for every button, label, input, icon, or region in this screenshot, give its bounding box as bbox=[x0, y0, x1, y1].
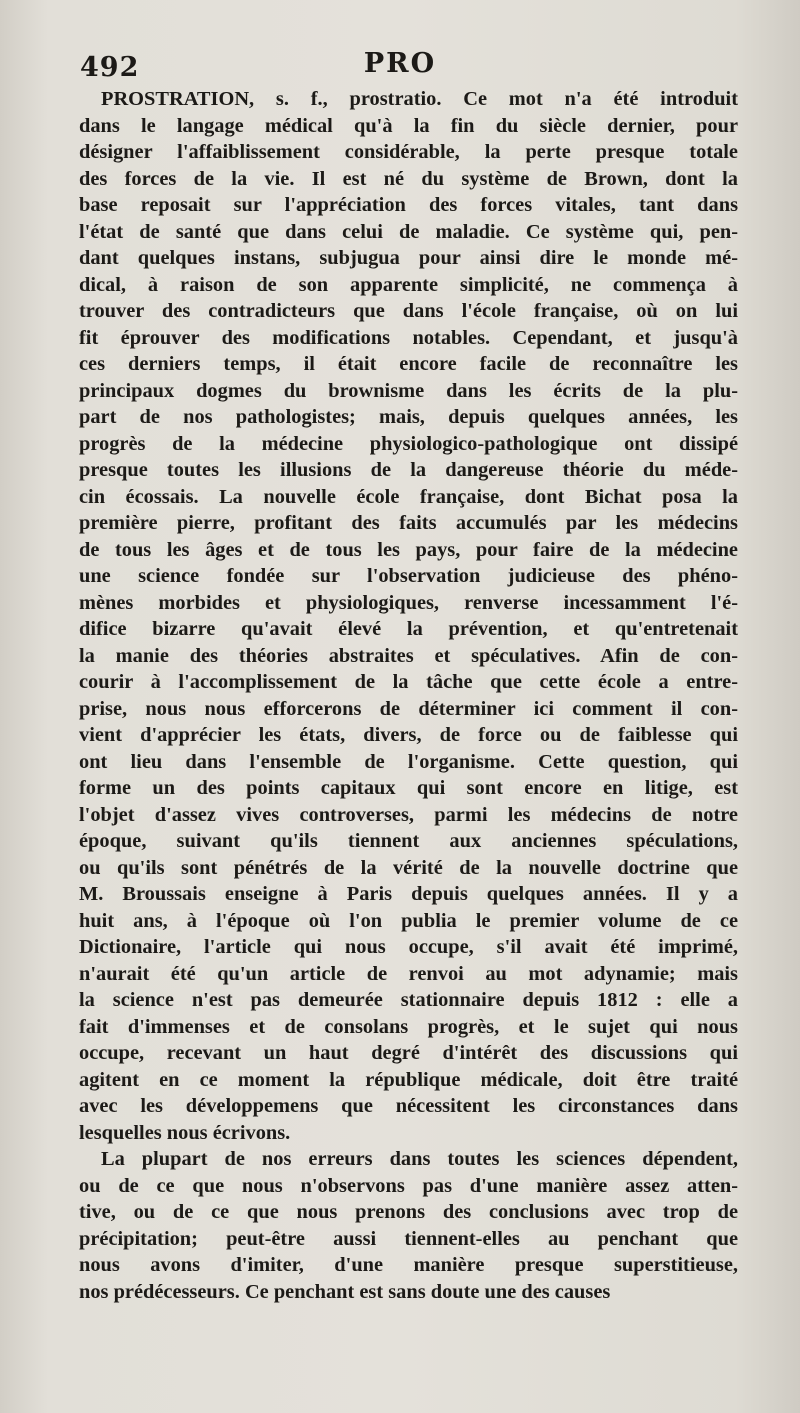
text-line: La plupart de nos erreurs dans toutes les sciences dépendent, bbox=[101, 1148, 738, 1170]
text-line: de tous les âges et de tous les pays, pour faire de la médecine bbox=[79, 538, 738, 561]
text-line: difice bizarre qu'avait élevé la prévention, et qu'entretenait bbox=[79, 618, 738, 640]
text-line: occupe, recevant un haut degré d'intérêt des discussions qui bbox=[79, 1042, 738, 1064]
text-line: ont lieu dans l'ensemble de l'organisme. Cette question, qui bbox=[79, 750, 738, 773]
page-number: 492 bbox=[80, 52, 140, 83]
text-line: dans le langage médical qu'à la fin du siècle dernier, pour bbox=[79, 114, 738, 137]
text-line: époque, suivant qu'ils tiennent aux anciennes spéculations, bbox=[79, 830, 738, 852]
text-line: nos prédécesseurs. Ce penchant est sans doute une des causes bbox=[79, 1280, 611, 1303]
text-line: des forces de la vie. Il est né du système de Brown, dont la bbox=[79, 167, 738, 190]
article-text bbox=[79, 86, 738, 1305]
text-line: tive, ou de ce que nous prenons des conclusions avec trop de bbox=[79, 1201, 738, 1223]
text-line: M. Broussais enseigne à Paris depuis quelques années. Il y a bbox=[79, 883, 738, 905]
text-line: ces derniers temps, il était encore facile de reconnaître les bbox=[79, 353, 738, 375]
text-line: progrès de la médecine physiologico-pathologique ont dissipé bbox=[79, 432, 738, 455]
text-line: précipitation; peut-être aussi tiennent-elles au penchant que bbox=[79, 1227, 738, 1250]
text-line: l'objet d'assez vives controverses, parmi les médecins de notre bbox=[79, 803, 738, 826]
paragraph bbox=[79, 1146, 738, 1305]
text-line: forme un des points capitaux qui sont encore en litige, est bbox=[79, 777, 738, 799]
text-line: la manie des théories abstraites et spéculatives. Afin de con- bbox=[79, 644, 738, 667]
text-line: nous avons d'imiter, d'une manière presque superstitieuse, bbox=[79, 1254, 738, 1276]
text-line: ou de ce que nous n'observons pas d'une manière assez atten- bbox=[79, 1174, 738, 1197]
running-head-word: PRO bbox=[363, 48, 437, 79]
text-line: l'état de santé que dans celui de maladie. Ce système qui, pen- bbox=[79, 220, 738, 243]
text-line: la science n'est pas demeurée stationnaire depuis 1812 : elle a bbox=[79, 989, 738, 1011]
text-line: huit ans, à l'époque où l'on publia le premier volume de ce bbox=[79, 909, 738, 932]
text-line: principaux dogmes du brownisme dans les écrits de la plu- bbox=[79, 379, 738, 402]
text-line: courir à l'accomplissement de la tâche que cette école a entre- bbox=[79, 671, 738, 693]
text-line: lesquelles nous écrivons. bbox=[79, 1121, 291, 1144]
text-line: mènes morbides et physiologiques, renverse incessamment l'é- bbox=[79, 591, 738, 614]
text-line: dical, à raison de son apparente simplicité, ne commença à bbox=[79, 273, 738, 296]
text-line: première pierre, profitant des faits accumulés par les médecins bbox=[79, 512, 738, 534]
text-line: cin écossais. La nouvelle école française, dont Bichat posa la bbox=[79, 485, 738, 508]
text-line: trouver des contradicteurs que dans l'école française, où on lui bbox=[79, 300, 738, 322]
paragraph bbox=[79, 86, 738, 1146]
text-line: avec les développemens que nécessitent les circonstances dans bbox=[79, 1095, 738, 1117]
text-line: part de nos pathologistes; mais, depuis quelques années, les bbox=[79, 406, 738, 428]
text-line: Dictionaire, l'article qui nous occupe, s'il avait été imprimé, bbox=[79, 936, 738, 958]
text-line: fit éprouver des modifications notables. Cependant, et jusqu'à bbox=[79, 326, 738, 349]
text-line: base reposait sur l'appréciation des forces vitales, tant dans bbox=[79, 194, 738, 216]
text-line: ou qu'ils sont pénétrés de la vérité de la nouvelle doctrine que bbox=[79, 856, 738, 879]
text-line: vient d'apprécier les états, divers, de force ou de faiblesse qui bbox=[79, 724, 738, 746]
text-line: PROSTRATION, s. f., prostratio. Ce mot n'a été introduit bbox=[101, 88, 738, 110]
running-head bbox=[0, 48, 800, 88]
text-line: presque toutes les illusions de la dangereuse théorie du méde- bbox=[79, 459, 738, 481]
text-line: fait d'immenses et de consolans progrès, et le sujet qui nous bbox=[79, 1015, 738, 1038]
text-line: n'aurait été qu'un article de renvoi au mot adynamie; mais bbox=[79, 962, 738, 985]
text-line: agitent en ce moment la république médicale, doit être traité bbox=[79, 1068, 738, 1091]
text-line: une science fondée sur l'observation judicieuse des phéno- bbox=[79, 565, 738, 587]
text-line: désigner l'affaiblissement considérable, la perte presque totale bbox=[79, 141, 738, 163]
text-line: dant quelques instans, subjugua pour ainsi dire le monde mé- bbox=[79, 247, 738, 269]
text-line: prise, nous nous efforcerons de déterminer ici comment il con- bbox=[79, 697, 738, 720]
